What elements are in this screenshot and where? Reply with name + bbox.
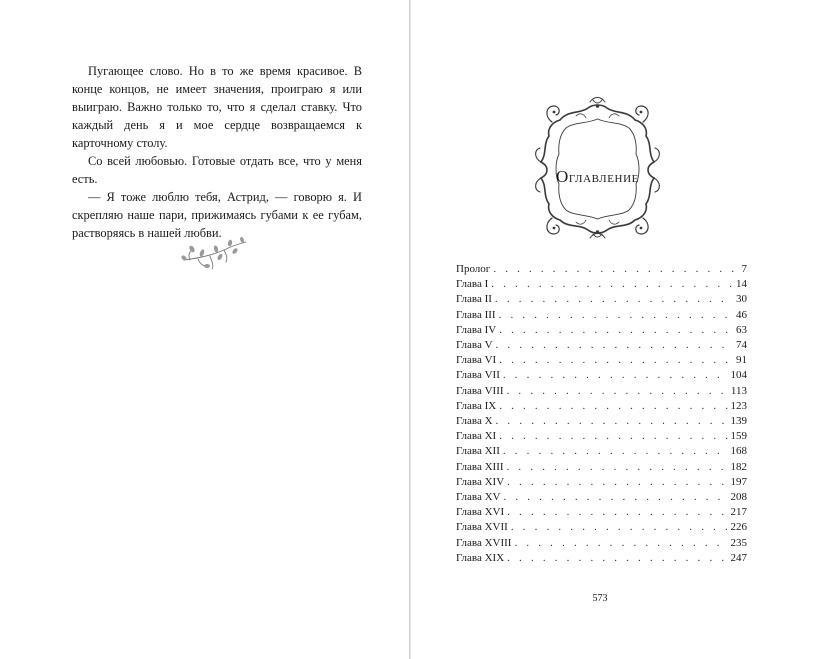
paragraph: Пугающее слово. Но в то же время красивое. В конце концов, не имеет значения, проиграю я или выиграю. Важно только то, что я сделал ставку. Что каждый день я и мое сердце возвращаемся к карточному столу. [72,64,362,150]
toc-entry[interactable] [456,308,747,323]
page-number: 573 [592,593,608,604]
toc-entry-page: 30 [736,293,747,306]
toc-entry-page: 208 [730,491,747,504]
toc-entry-label: Глава III [456,308,496,321]
toc-leader-dots [496,338,733,353]
toc-entry[interactable] [456,551,747,566]
toc-entry-label: Глава VI [456,354,497,367]
toc-entry[interactable] [456,353,747,368]
paragraph: — Я тоже люблю тебя, Астрид, — говорю я. И скрепляю наше пари, прижимаясь губами к ее губам, растворяясь в нашей любви. [72,190,362,240]
toc-entry[interactable] [456,414,747,429]
toc-entry-label: Глава VIII [456,384,504,397]
toc-entry-page: 247 [730,551,747,564]
toc-leader-dots [503,368,728,383]
toc-leader-dots [496,414,728,429]
toc-entry-label: Глава VII [456,369,500,382]
toc-entry-label: Глава XIX [456,551,505,564]
toc-entry[interactable] [456,262,747,277]
toc-entry-label: Глава XVI [456,506,505,519]
toc-leader-dots [495,292,733,307]
toc-entry-page: 226 [730,521,747,534]
body-text [72,62,362,242]
toc-entry[interactable] [456,429,747,444]
toc-entry-label: Глава X [456,415,493,428]
toc-leader-dots [507,505,727,520]
toc-title [530,167,665,187]
toc-entry-label: Глава V [456,339,493,352]
toc-entry-label: Глава XVIII [456,536,512,549]
toc-entry-page: 14 [736,278,747,291]
toc-entry-label: Глава XII [456,445,500,458]
toc-entry-label: Глава XVII [456,521,508,534]
paragraph: Со всей любовью. Готовые отдать все, что у меня есть. [72,154,362,186]
toc-entry-page: 113 [730,384,747,397]
toc-entry[interactable] [456,536,747,551]
toc-entry[interactable] [456,384,747,399]
toc-leader-dots [491,277,733,292]
toc-entry-page: 123 [730,399,747,412]
toc-entry-page: 46 [736,308,747,321]
toc-leader-dots [503,444,728,459]
toc-entry-page: 7 [741,263,747,275]
toc-entry[interactable] [456,277,747,292]
toc-leader-dots [503,490,727,505]
toc-title-capital: О [556,167,569,186]
toc-title-rest: ГЛАВЛЕНИЕ [568,173,639,185]
toc-entry[interactable] [456,460,747,475]
toc-entry-label: Глава I [456,278,489,291]
toc-leader-dots [507,551,727,566]
toc-entry[interactable] [456,444,747,459]
toc-entry-page: 182 [730,460,747,473]
toc-leader-dots [493,262,738,277]
toc-entry-label: Глава II [456,293,492,306]
toc-entry-page: 63 [736,323,747,336]
floral-sprig-icon [180,236,250,272]
toc-entry-page: 104 [730,369,747,382]
toc-entry-page: 217 [730,506,747,519]
toc-entry-label: Глава IV [456,323,497,336]
table-of-contents [456,262,747,566]
toc-leader-dots [499,323,733,338]
toc-entry-label: Глава XV [456,491,501,504]
toc-entry-label: Глава XIII [456,460,504,473]
toc-entry-page: 91 [736,354,747,367]
toc-entry[interactable] [456,490,747,505]
toc-entry[interactable] [456,292,747,307]
toc-leader-dots [499,308,733,323]
toc-entry-label: Глава IX [456,399,497,412]
toc-entry-page: 74 [736,339,747,352]
toc-entry[interactable] [456,338,747,353]
toc-entry[interactable] [456,399,747,414]
toc-entry-page: 139 [730,415,747,428]
toc-entry[interactable] [456,505,747,520]
toc-entry-page: 168 [730,445,747,458]
left-page [0,0,409,659]
toc-entry-label: Глава XIV [456,475,505,488]
toc-entry[interactable] [456,520,747,535]
toc-entry[interactable] [456,368,747,383]
toc-leader-dots [499,429,727,444]
toc-leader-dots [507,384,728,399]
toc-entry-label: Глава XI [456,430,497,443]
toc-leader-dots [511,520,728,535]
toc-leader-dots [499,399,727,414]
toc-entry-page: 235 [730,536,747,549]
toc-entry-page: 197 [730,475,747,488]
toc-leader-dots [514,536,727,551]
toc-leader-dots [507,475,727,490]
toc-leader-dots [499,353,733,368]
toc-entry-page: 159 [730,430,747,443]
toc-entry[interactable] [456,475,747,490]
toc-leader-dots [507,460,728,475]
toc-entry[interactable] [456,323,747,338]
toc-entry-label: Пролог [456,263,491,275]
